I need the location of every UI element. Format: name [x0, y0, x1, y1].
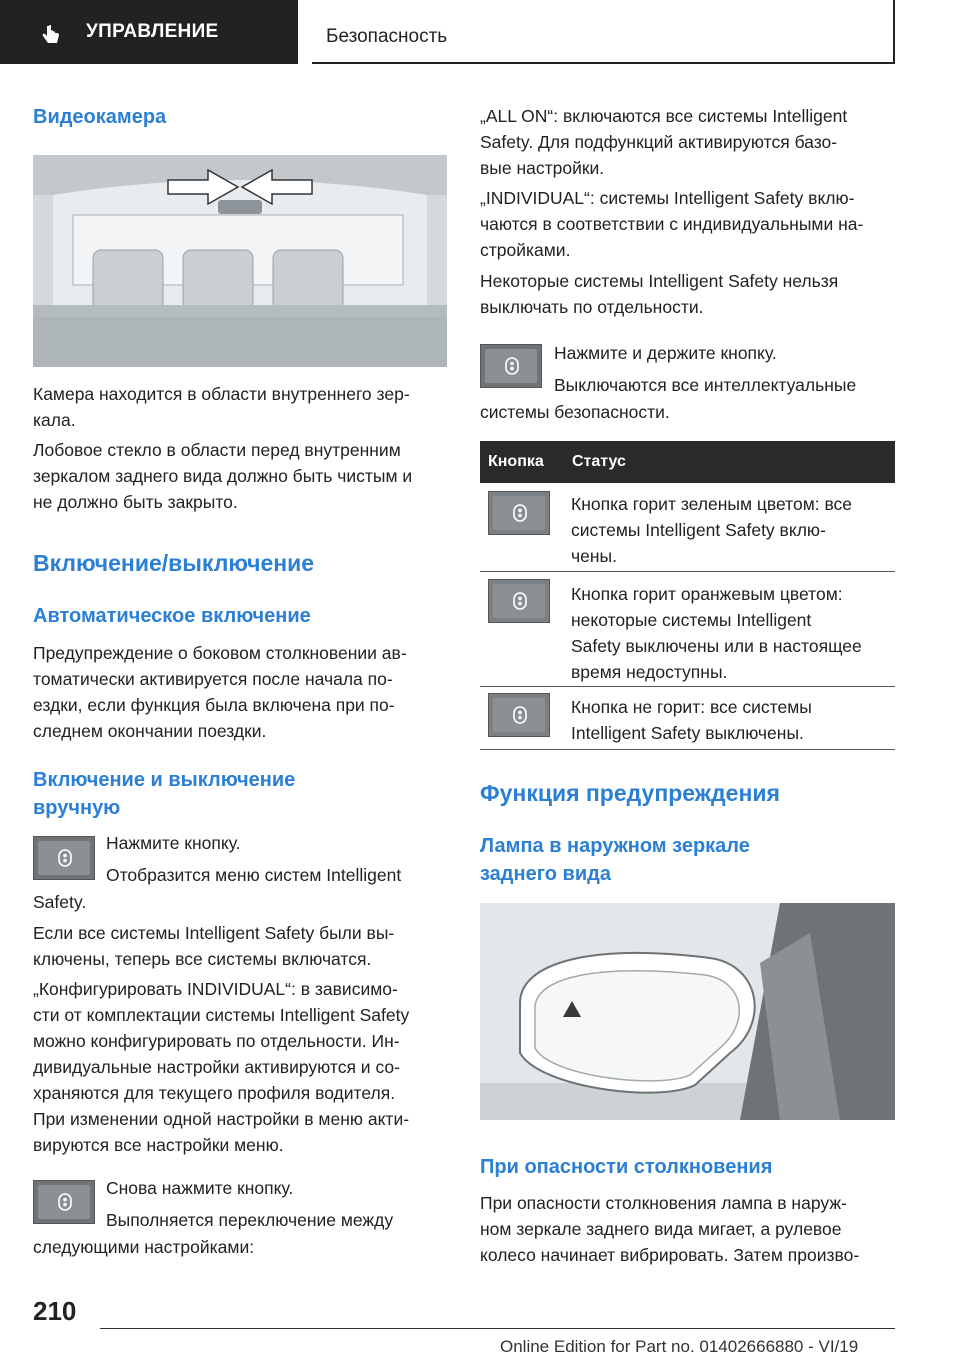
press-hold-text: Нажмите и держите кнопку. [554, 343, 777, 363]
auto-paragraph: Предупреждение о боковом столкновении ав- томатически активируется после начала по- ездки, если функция была включена при по- следнем окончании поездки. [33, 643, 407, 741]
camera-figure [33, 155, 447, 367]
mirror-illustration [480, 903, 895, 1120]
danger-heading: При опасности столкновения [480, 1156, 773, 1178]
status-table-header [480, 441, 895, 483]
cannot-paragraph: Некоторые системы Intelligent Safety нельзя выключать по отдельности. [480, 271, 839, 317]
section-title: Безопасность [312, 0, 895, 64]
safety-button-icon [56, 1192, 74, 1212]
switch-text-cont: следующими настройками: [33, 1237, 255, 1257]
page-number: 210 [33, 1296, 77, 1326]
auto-heading: Автоматическое включение [33, 605, 311, 627]
table-row-divider [480, 686, 895, 687]
table-row-status: Кнопка горит оранжевым цветом: некоторые системы Intelligent Safety выключены или в настоящее время недоступны. [571, 584, 862, 682]
safety-button-icon [511, 503, 529, 523]
safety-button-icon [56, 848, 74, 868]
warning-heading: Функция предупреждения [480, 780, 780, 806]
table-row-divider [480, 749, 895, 750]
manual-heading: Включение и выключение вручную [33, 769, 296, 819]
hand-pointer-icon [40, 24, 62, 46]
chapter-title: УПРАВЛЕНИЕ [86, 21, 219, 42]
safety-button-icon [511, 591, 529, 611]
switch-text: Выполняется переключение между [106, 1210, 394, 1230]
all-on-paragraph: „ALL ON“: включаются все системы Intelligent Safety. Для подфункций активируются базо- вые настройки. [480, 106, 848, 178]
edition-text: Online Edition for Part no. 01402666880 - VI/19 [500, 1337, 859, 1356]
individual-paragraph: „INDIVIDUAL“: системы Intelligent Safety вклю- чаются в соответствии с индивидуальными на- стройками. [480, 188, 864, 260]
safety-button-icon [511, 705, 529, 725]
table-button-orange [488, 579, 550, 623]
mirror-heading: Лампа в наружном зеркале заднего вида [480, 835, 750, 885]
menu-shown-text-cont: Safety. [33, 892, 87, 912]
all-off-paragraph: Если все системы Intelligent Safety были вы- ключены, теперь все системы включатся. [33, 923, 395, 969]
footer-divider [100, 1328, 895, 1329]
table-col-button: Кнопка [488, 453, 544, 470]
car-interior-illustration [33, 155, 447, 367]
intelligent-safety-button-image-2 [33, 1180, 95, 1224]
danger-paragraph: При опасности столкновения лампа в наруж- ном зеркале заднего вида мигает, а рулевое колесо начинает вибрировать. Затем произво- [480, 1193, 860, 1265]
mirror-figure [480, 903, 895, 1120]
menu-shown-text: Отобразится меню систем Intelligent [106, 865, 402, 885]
table-col-status: Статус [572, 453, 626, 470]
intelligent-safety-button-image [33, 836, 95, 880]
all-off-text: Выключаются все интеллектуальные [554, 375, 857, 395]
chapter-tab [0, 0, 298, 64]
table-row-divider [480, 571, 895, 572]
intelligent-safety-button-image-3 [480, 344, 542, 388]
press-button-text: Нажмите кнопку. [106, 833, 241, 853]
camera-paragraph-1: Камера находится в области внутреннего зер- кала. [33, 384, 410, 430]
onoff-heading: Включение/выключение [33, 550, 315, 576]
page-header [0, 0, 960, 66]
camera-paragraph-2: Лобовое стекло в области перед внутренним зеркалом заднего вида должно быть чистым и не должно быть закрыто. [33, 440, 413, 512]
table-row-status: Кнопка горит зеленым цветом: все системы Intelligent Safety вклю- чены. [571, 494, 853, 566]
table-button-green [488, 491, 550, 535]
table-row-status: Кнопка не горит: все системы Intelligent Safety выключены. [571, 697, 812, 743]
table-button-off [488, 693, 550, 737]
camera-heading: Видеокамера [33, 106, 167, 128]
all-off-text-cont: системы безопасности. [480, 402, 670, 422]
press-again-text: Снова нажмите кнопку. [106, 1178, 294, 1198]
safety-button-icon [503, 356, 521, 376]
configure-paragraph: „Конфигурировать INDIVIDUAL“: в зависимо- сти от комплектации системы Intelligent Safety можно конфигурировать по отдельности. Ин- дивидуальные настройки активируются и со- храняются для текущего профиля водителя. При изменении одной настройки в меню акти- вируются все настройки меню. [33, 979, 410, 1155]
